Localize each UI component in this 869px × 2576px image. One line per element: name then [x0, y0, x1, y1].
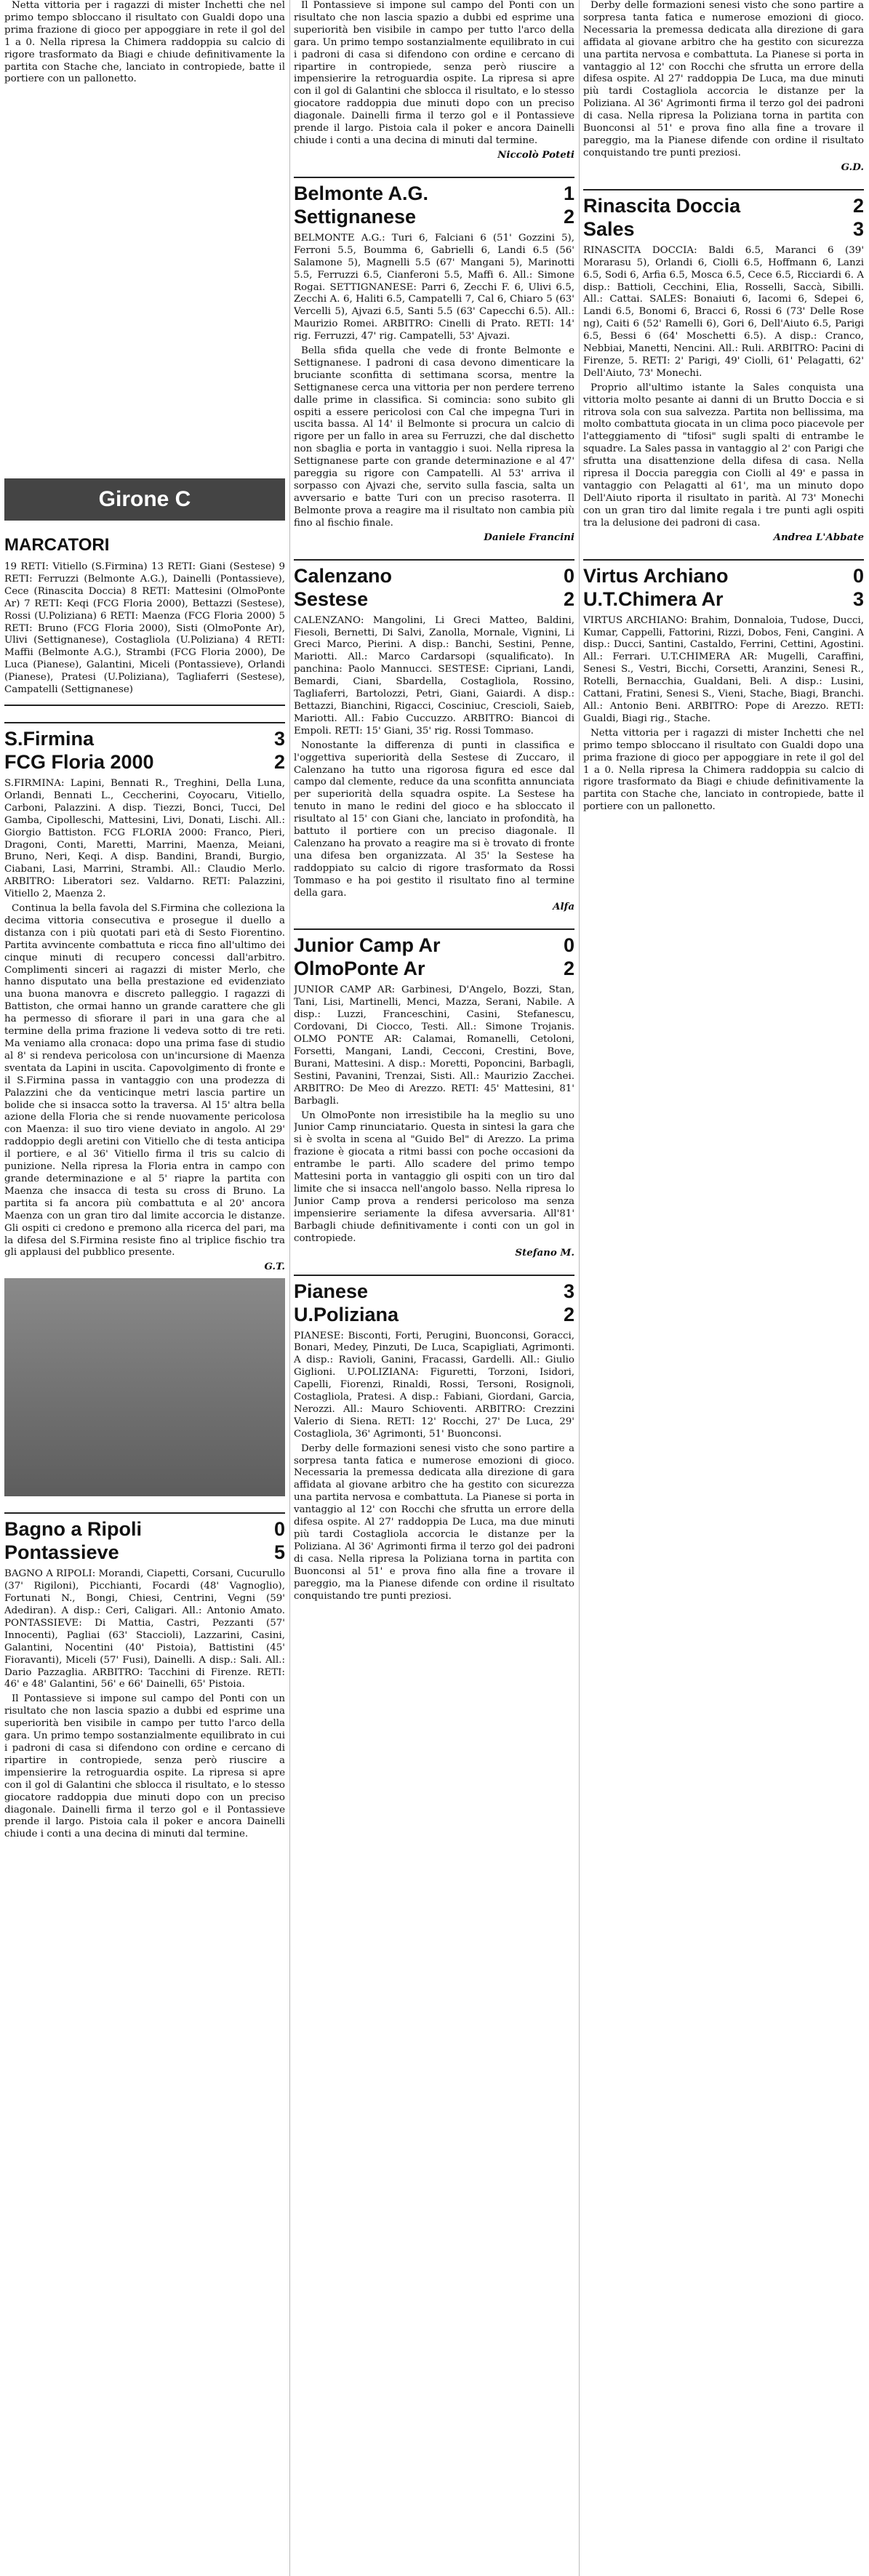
match-author: G.T.: [264, 1261, 285, 1273]
away-team: Settignanese: [294, 205, 417, 228]
match-report: Il Pontassieve si impone sul campo del Ponti con un risultato che non lascia spazio a dubbi ed esprime una superiorità ben visibile in campo per tutto l'arco della gara. Un primo tempo sostanzialmente equilibrato in cui i padroni di casa si difendono con ordine e cercano di ripartire in contropiede, senza però riuscire a impensierire la retroguardia ospite. La ripresa si apre con il gol di Galantini che sblocca il risultato, e lo stesso giocatore raddoppia due minuti dopo con un preciso diagonale. Dainelli firma il terzo gol e il Pontassieve prende il largo. Pistoia cala il poker e ancora Dainelli chiude i conti a una decina di minuti dal termine.: [4, 1693, 285, 1840]
match-lineup: VIRTUS ARCHIANO: Brahim, Donnaloia, Tudose, Ducci, Kumar, Cappelli, Fattorini, Rizzi, Dobos, Feni, Cangini. A disp.: Ducci, Santini, Castaldo, Ferrini, Cettini, Agostini. All.: Ferrari. U.T.CHIMERA AR: Mugelli, Caraffini, Senesi S., Vestri, Bicchi, Corsetti, Aranzini, Senesi R., Rotelli, Bernacchia, Gualdani, Beli. A disp.: Lusini, Cattani, Fratini, Senesi S., Vieni, Stache, Biagi, Branchi. All.: Antonio Beni. ARBITRO: Pope di Arezzo. RETI: Gualdi, Biagi rig., Stache.: [583, 614, 864, 724]
match-lineup: BELMONTE A.G.: Turi 6, Falciani 6 (51' Gozzini 5), Ferroni 5.5, Boumma 6, Gabrielli 6, Landi 6.5 (56' Salamone 5), Magnelli 5.5 (67' Mangani 5), Marinotti 5.5, Ferruzzi 6.5, Cianferoni 5.5, Maffi 6. All.: Simone Rogai. SETTIGNANESE: Parri 6, Zecchi F. 6, Ulivi 6.5, Zecchi A. 6, Haliti 6.5, Campatelli 7, Cal 6, Chiaro 5 (63' Vercelli 5), Ajvazi 6.5, Santi 5.5 (63' Capecchi 6.5). All.: Maurizio Romei. ARBITRO: Cinelli di Prato. RETI: 14' rig. Ferruzzi, 47' rig. Campatelli, 53' Ajvazi.: [294, 232, 574, 342]
home-row: [4, 727, 285, 750]
home-team: Belmonte A.G.: [294, 182, 429, 204]
match-header: [583, 189, 864, 241]
home-team: Junior Camp Ar: [294, 934, 441, 957]
match-lineup: S.FIRMINA: Lapini, Bennati R., Treghini, Della Luna, Orlandi, Bennati L., Ceccherini, Coyocaru, Vitiello, Carboni, Palazzini. A disp. Tiezzi, Bonci, Tucci, Del Gamba, Cipolleschi, Mattesini, Livi, Donati, Lischi. All.: Giorgio Battiston. FCG FLORIA 2000: Franco, Pieri, Dragoni, Conti, Maretti, Marrini, Maenza, Meiani, Bruno, Neri, Keqi. A disp. Bandini, Brandi, Burgio, Ciabani, Lasi, Marrini, Strambi. All.: Claudio Merlo. ARBITRO: Liberatori sez. Valdarno. RETI: Palazzini, Vitiello 2, Maenza 2.: [4, 777, 285, 900]
home-row: [294, 1280, 574, 1303]
match-author: G.D.: [841, 161, 864, 173]
away-score: 2: [563, 587, 574, 610]
home-team: Virtus Archiano: [583, 564, 729, 587]
match-report: Nonostante la differenza di punti in classifica e l'oggettiva superiorità della Sestese di Zuccaro, il Calenzano ha tutto una rigorosa figura ed esce dal campo dal clemente, reduce da una sconfitta annunciata per superiorità della squadra ospite. La Sestese ha tenuto in mano le redini del gioco e ha sbloccato il risultato al 15' con Giani che, lanciato in profondità, ha battuto il portiere con un preciso diagonale. Il Calenzano ha provato a reagire ma si è trovato di fronte una difesa ben organizzata. Al 35' la Sestese ha raddoppiato su calcio di rigore trasformato da Rossi Tommaso e ha poi gestito il risultato fino al termine della gara.: [294, 739, 574, 899]
away-score: 2: [563, 958, 574, 980]
match-report: Derby delle formazioni senesi visto che sono partire a sorpresa tanta fatica e numerose emozioni di gioco. Necessaria la premessa dedicata alla direzione di gara affidata al giovane arbitro che ha gestito con sicurezza una partita nervosa e combattuta. La Pianese si porta in vantaggio al 12' con Rocchi che sfrutta un errore della difesa ospite. Al 27' raddoppia De Luca, ma due minuti più tardi Costagliola accorcia le distanze per la Poliziana. Al 36' Agrimonti firma il terzo gol dei padroni di casa. Nella ripresa la Poliziana torna in partita con Buonconsi al 51' e prova fino alla fine a trovare il pareggio, ma la Pianese difende con ordine il risultato conquistando tre punti preziosi.: [583, 0, 864, 159]
home-score: 3: [563, 1280, 574, 1302]
scorers-title: MARCATORI: [4, 535, 110, 555]
away-row: [583, 217, 864, 241]
home-score: 0: [563, 564, 574, 587]
match-lineup: CALENZANO: Mangolini, Li Greci Matteo, Baldini, Fiesoli, Bernetti, Di Salvi, Zanolla, Mornale, Vignini, Li Greci Marco, Pierini. A disp.: Banchi, Sestini, Penne, Mariotti. All.: Marco Cardarsopi (squalificato). In panchina: Paolo Mannucci. SESTESE: Cipriani, Landi, Bemardi, Ciani, Sbardella, Costagliola, Rossino, Tagliaferri, Bartolozzi, Petri, Giani, Gaiardi. A disp.: Bettazzi, Bianchini, Rigacci, Cosciniuc, Crescioli, Saieb, Mariotti. All.: Fabio Cuccuzzo. ARBITRO: Biancoi di Empoli. RETI: 15' Giani, 35' rig. Rossi Tommaso.: [294, 614, 574, 737]
match-header: [583, 559, 864, 611]
match-header: [294, 177, 574, 228]
girone-banner: [4, 478, 285, 521]
away-team: FCG Floria 2000: [4, 750, 154, 773]
match-header: [294, 928, 574, 980]
home-team: S.Firmina: [4, 727, 95, 750]
match-report: Proprio all'ultimo istante la Sales conquista una vittoria molto pesante ai danni di un Brutto Doccia e si ritrova sola con sua salvezza. Partita non bellissima, ma molto combattuta giocata in un clima poco piacevole per l'atteggiamento di "tifosi" sugli spalti di entrambe le squadre. La Sales passa in vantaggio al 2' con Parigi che sfrutta una disattenzione della difesa di casa. Nella ripresa il Doccia pareggia con Ciolli al 49' e passa in vantaggio con Pelagatti al 61', ma un minuto dopo Dell'Aiuto riporta il risultato in parità. Al 73' Monechi con un gran tiro dal limite regala i tre punti agli ospiti tra la delusione dei padroni di casa.: [583, 382, 864, 529]
home-row: [294, 564, 574, 587]
home-team: Calenzano: [294, 564, 393, 587]
paragraph: Netta vittoria per i ragazzi di mister Inchetti che nel primo tempo sbloccano il risultato con Gualdi dopo una prima frazione di gioco per appoggiare in rete il gol del 1 a 0. Nella ripresa la Chimera raddoppia su calcio di rigore trasformato da Biagi e chiude definitivamente la partita con Stache che, lanciato in contropiede, batte il portiere con un pallonetto.: [4, 0, 285, 85]
home-score: 0: [563, 934, 574, 957]
home-team: Pianese: [294, 1280, 369, 1302]
home-score: 0: [273, 1518, 285, 1541]
match-report: Netta vittoria per i ragazzi di mister Inchetti che nel primo tempo sbloccano il risultato con Gualdi dopo una prima frazione di gioco per appoggiare in rete il gol del 1 a 0. Nella ripresa la Chimera raddoppia su calcio di rigore trasformato da Biagi e chiude definitivamente la partita con Stache che, lanciato in contropiede, batte il portiere con un pallonetto.: [583, 727, 864, 813]
away-row: [294, 957, 574, 980]
match-lineup: JUNIOR CAMP AR: Garbinesi, D'Angelo, Bozzi, Stan, Tani, Lisi, Martinelli, Menci, Mazza, Serani, Nabile. A disp.: Luzzi, Franceschini, Casini, Stefanescu, Cordovani, Di Ciocco, Testi. All.: Simone Trojanis. OLMO PONTE AR: Calamai, Romanelli, Cetoloni, Forsetti, Mangani, Landi, Cecconi, Crestini, Bove, Burani, Mattesini. A disp.: Moretti, Poponcini, Barbagli, Sestini, Pavanini, Trenzai, Sisti. All.: Maurizio Zacchei. ARBITRO: De Meo di Arezzo. RETI: 45' Mattesini, 81' Barbagli.: [294, 984, 574, 1107]
home-row: [583, 194, 864, 217]
team-photo: [4, 1278, 285, 1496]
home-score: 0: [852, 564, 864, 587]
away-team: U.T.Chimera Ar: [583, 587, 724, 610]
match-header: [294, 1275, 574, 1326]
match-report: Derby delle formazioni senesi visto che sono partire a sorpresa tanta fatica e numerose emozioni di gioco. Necessaria la premessa dedicata alla direzione di gara affidata al giovane arbitro che ha gestito con sicurezza una partita nervosa e combattuta. La Pianese si porta in vantaggio al 12' con Rocchi che sfrutta un errore della difesa ospite. Al 27' raddoppia De Luca, ma due minuti più tardi Costagliola accorcia le distanze per la Poliziana. Al 36' Agrimonti firma il terzo gol dei padroni di casa. Nella ripresa la Poliziana torna in partita con Buonconsi al 51' e prova fino alla fine a trovare il pareggio, ma la Pianese difende con ordine il risultato conquistando tre punti preziosi.: [294, 1443, 574, 1602]
away-row: [294, 205, 574, 228]
match-report: Continua la bella favola del S.Firmina che colleziona la decima vittoria consecutiva e prosegue il duello a distanza con i più quotati pari età di Sesto Fiorentino. Partita avvincente combattuta e ricca fino all'ultimo dei cinque minuti di recupero concessi dall'arbitro. Complimenti sinceri ai ragazzi di mister Merlo, che hanno disputato una bella prestazione ed evidenziato una buona manovra e discreto palleggio. I ragazzi di Battiston, che ormai hanno un grande carattere che gli ha permesso di sfiorare il pari in una gara che al termine della prima frazione li vedeva sotto di tre reti. Ma veniamo alla cronaca: dopo una prima fase di studio al 8' si rendeva pericolosa con un'incursione di Maenza sventata da Lapini in uscita. Capovolgimento di fronte e il S.Firmina passa in vantaggio con una prodezza di Palazzini che da venticinque metri lascia partire un bolide che si insacca sotto la traversa. Al 15' altra bella azione della Floria che si rende nuovamente pericolosa con Maenza: il suo tiro viene deviato in angolo. Al 29' raddoppio degli aretini con Vitiello che di testa anticipa il portiere, e al 36' Vitiello firma il tris su calcio di punizione. Nella ripresa la Floria entra in campo con grande determinazione e al 5' riapre la partita con Maenza che insacca di testa su cross di Bruno. La partita si fa ancora più combattuta e al 20' ancora Maenza con un gran tiro dal limite accorcia le distanze. Gli ospiti ci credono e premono alla ricerca del pari, ma la difesa del S.Firmina resiste fino al triplice fischio tra gli applausi del pubblico presente.: [4, 903, 285, 1259]
away-score: 2: [563, 205, 574, 228]
home-row: [583, 564, 864, 587]
away-score: 2: [273, 750, 285, 773]
away-score: 2: [563, 1303, 574, 1325]
away-score: 3: [852, 217, 864, 240]
away-team: Sales: [583, 217, 635, 240]
match-author: Alfa: [553, 901, 574, 913]
home-row: [294, 934, 574, 957]
column-right: [583, 0, 864, 2576]
away-row: [4, 1541, 285, 1564]
away-team: OlmoPonte Ar: [294, 958, 425, 980]
home-row: [294, 182, 574, 205]
home-score: 1: [563, 182, 574, 204]
away-row: [294, 1303, 574, 1326]
away-team: Sestese: [294, 587, 369, 610]
away-team: U.Poliziana: [294, 1303, 399, 1325]
girone-title: Girone C: [98, 487, 191, 511]
home-row: [4, 1517, 285, 1541]
away-row: [294, 587, 574, 611]
match-author: Daniele Francini: [484, 531, 574, 543]
home-team: Bagno a Ripoli: [4, 1518, 142, 1541]
match-report: Bella sfida quella che vede di fronte Belmonte e Settignanese. I padroni di casa devono dimenticare la bruciante sconfitta di settimana scorsa, mentre la Settignanese cerca una vittoria per non perdere terreno dalle prime in classifica. Si comincia: sono subito gli ospiti a essere pericolosi con Cal che impegna Turi in uscita bassa. Al 14' il Belmonte si procura un calcio di rigore per un fallo in area su Ferruzzi, che dal dischetto non sbaglia e porta in vantaggio i suoi. Nella ripresa la Settignanese parte con grande determinazione e al 47' pareggia su rigore con Campatelli. Al 53' arriva il sorpasso con Ajvazi che, servito sulla fascia, salta un avversario e batte Turi con un preciso rasoterra. Il Belmonte prova a reagire ma il risultato non cambia più fino al fischio finale.: [294, 345, 574, 529]
match-author: Andrea L'Abbate: [773, 531, 864, 543]
match-header: [4, 1512, 285, 1564]
away-row: [4, 750, 285, 774]
match-lineup: PIANESE: Bisconti, Forti, Perugini, Buonconsi, Goracci, Bonari, Medey, Pinzuti, De Luca, Scapigliati, Agrimonti. A disp.: Ravioli, Ganini, Fracassi, Gardelli. All.: Giulio Giglioni. U.POLIZIANA: Figuretti, Torzoni, Isidori, Capelli, Fiorenzi, Rinaldi, Rossi, Tersoni, Rosignoli, Costagliola, Pratesi. A disp.: Fabiani, Giordani, Garcia, Nerozzi. All.: Mauro Schioventi. ARBITRO: Crezzini Valerio di Siena. RETI: 12' Rocchi, 27' De Luca, 29' Costagliola, 36' Agrimonti, 51' Buonconsi.: [294, 1330, 574, 1440]
away-row: [583, 587, 864, 611]
match-author: Niccolò Poteti: [497, 148, 574, 161]
scorers-box: [4, 535, 285, 706]
scorers-list: 19 RETI: Vitiello (S.Firmina) 13 RETI: Giani (Sestese) 9 RETI: Ferruzzi (Belmonte A.G.), Dainelli (Pontassieve), Cece (Rinascita Doccia) 8 RETI: Mattesini (OlmoPonte Ar) 7 RETI: Keqi (FCG Floria 2000), Bettazzi (Sestese), Rossi (U.Poliziana) 6 RETI: Maenza (FCG Floria 2000) 5 RETI: Bruno (FCG Floria 2000), Sisti (OlmoPonte Ar), Ulivi (Settignanese), Costagliola (U.Poliziana) 4 RETI: Maffii (Belmonte A.G.), Strambi (FCG Floria 2000), De Luca (Pianese), Galantini, Miceli (Pontassieve), Orlandi (Pianese), Pratesi (U.Poliziana), Tagliaferri (Sestese), Campatelli (Settignanese): [4, 561, 285, 696]
match-report: Un OlmoPonte non irresistibile ha la meglio su uno Junior Camp rinunciatario. Questa in sintesi la gara che si è svolta in scena al "Guido Bel" di Arezzo. La prima frazione è giocata a ritmi bassi con poche occasioni da entrambe le parti. Allo scadere del primo tempo Mattesini porta in vantaggio gli ospiti con un tiro dal limite che si insacca nell'angolo basso. Nella ripresa lo Junior Camp prova a rendersi pericoloso ma senza impensierire seriamente la difesa avversaria. All'81' Barbagli chiude definitivamente i conti con un gol in contropiede.: [294, 1110, 574, 1244]
match-author: Stefano M.: [515, 1246, 574, 1259]
away-score: 3: [852, 587, 864, 610]
article-continuation: [4, 0, 285, 465]
column-left-lower: [4, 535, 285, 2576]
column-middle: [294, 0, 574, 2576]
away-team: Pontassieve: [4, 1541, 119, 1564]
match-report: Il Pontassieve si impone sul campo del Ponti con un risultato che non lascia spazio a dubbi ed esprime una superiorità ben visibile in campo per tutto l'arco della gara. Un primo tempo sostanzialmente equilibrato in cui i padroni di casa si difendono con ordine e cercano di ripartire in contropiede, senza però riuscire a impensierire la retroguardia ospite. La ripresa si apre con il gol di Galantini che sblocca il risultato, e lo stesso giocatore raddoppia due minuti dopo con un preciso diagonale. Dainelli firma il terzo gol e il Pontassieve prende il largo. Pistoia cala il poker e ancora Dainelli chiude i conti a una decina di minuti dal termine.: [294, 0, 574, 146]
home-score: 2: [852, 194, 864, 217]
away-score: 5: [273, 1541, 285, 1564]
match-header: [294, 559, 574, 611]
match-header: [4, 722, 285, 774]
home-score: 3: [273, 727, 285, 750]
home-team: Rinascita Doccia: [583, 194, 741, 217]
match-lineup: BAGNO A RIPOLI: Morandi, Ciapetti, Corsani, Cucurullo (37' Rigiloni), Picchianti, Focardi (48' Vagnoglio), Fortunati N., Bongi, Chiesi, Centrini, Vegni (59' Adediran). A disp.: Ceri, Caligari. All.: Antonio Amato. PONTASSIEVE: Di Mattia, Castri, Pezzanti (57' Innocenti), Pagliai (63' Staccioli), Lazzarini, Casini, Galantini, Nocentini (40' Pistoia), Battistini (45' Fioravanti), Miceli (57' Fusi), Dainelli. A disp.: Sali. All.: Dario Pazzaglia. ARBITRO: Tacchini di Firenze. RETI: 46' e 48' Galantini, 56' e 66' Dainelli, 65' Pistoia.: [4, 1568, 285, 1690]
match-lineup: RINASCITA DOCCIA: Baldi 6.5, Maranci 6 (39' Morarasu 5), Orlandi 6, Ciolli 6.5, Hoffmann 6, Lanzi 6.5, Sodi 6, Arfia 6.5, Mosca 6.5, Cece 6.5, Ricciardi 6. A disp.: Battioli, Cecchini, Elia, Rosselli, Saccà, Sibilli. All.: Cattai. SALES: Bonaiuti 6, Iacomi 6, Sdepei 6, Landi 6.5, Bonomi 6, Bracci 6, Rossi 6 (73' Delle Rose ng), Caiti 6 (52' Ramelli 6), Gori 6, Dell'Aiuto 6.5, Parigi 6.5, Bessi 6 (64' Moschetti 6.5). A disp.: Cranco, Nebbiai, Manetti, Nencini. All.: Ruli. ARBITRO: Pacini di Firenze, 5. RETI: 2' Parigi, 49' Ciolli, 61' Pelagatti, 62' Dell'Aiuto, 73' Monechi.: [583, 244, 864, 379]
